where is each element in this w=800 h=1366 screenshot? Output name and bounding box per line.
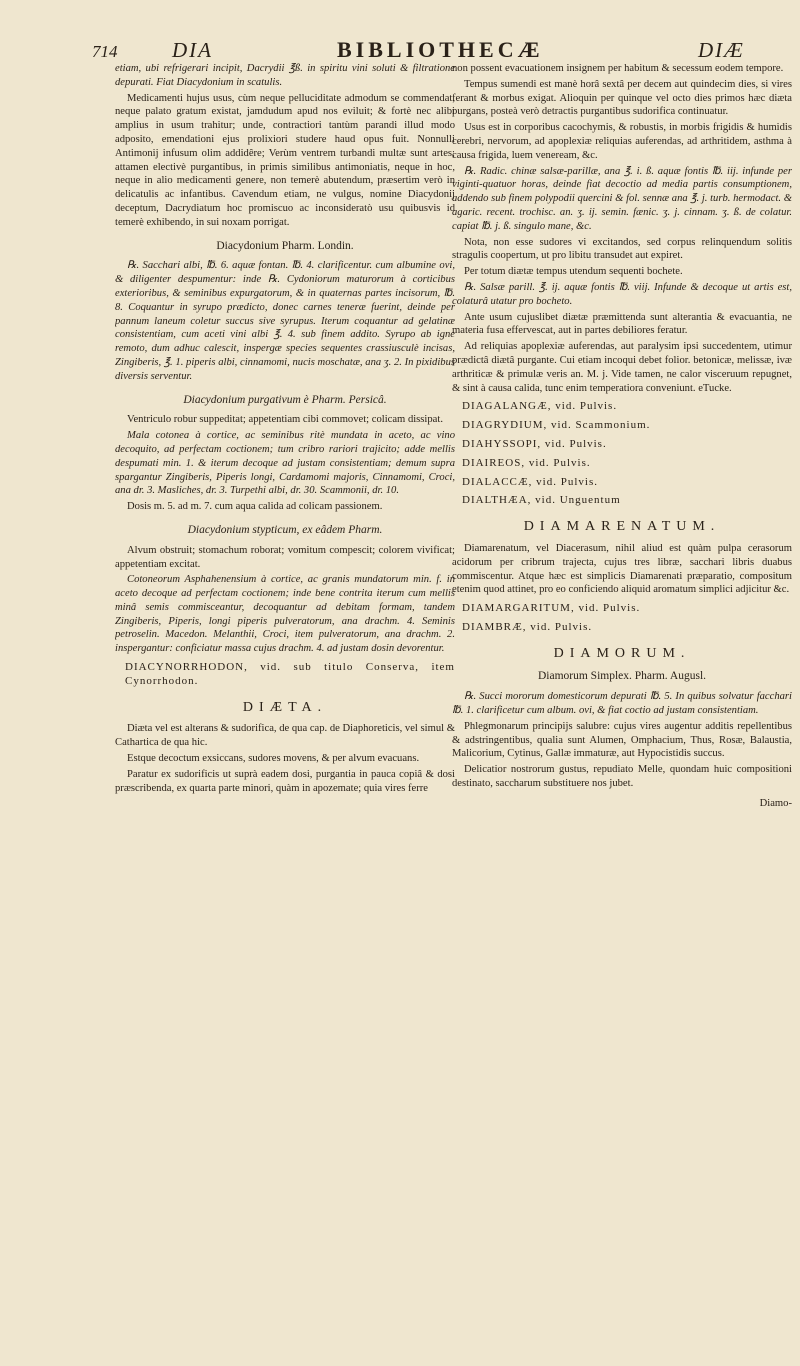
- paragraph: Per totum diætæ tempus utendum sequenti bochete.: [464, 266, 683, 278]
- cross-reference: DIAHYSSOPI, vid. Pulvis.: [462, 437, 607, 450]
- left-column: [115, 62, 455, 1352]
- page-header: [92, 34, 800, 64]
- paragraph: Tempus sumendi est manè horâ sextâ per decem aut quindecim dies, si vires ferant & morbus exigat. Alioquin per quinque vel octo dies primos hæc diæta purgans, posteà verò detractis purgantibus sudorifica continuatur.: [452, 78, 792, 118]
- paragraph: Diæta vel est alterans & sudorifica, de qua cap. de Diaphoreticis, vel simul & Cathartica de qua hic.: [115, 723, 455, 749]
- section-heading: Diamorum Simplex. Pharm. Augusl.: [537, 670, 707, 683]
- paragraph: Ante usum cujuslibet diætæ præmittenda sunt alterantia & evacuantia, ne materia fusa effervescat, aut in partes debiliores feratur.: [452, 311, 792, 337]
- paragraph: Phlegmonarum principijs salubre: cujus vires augentur additis repellentibus & adstringentibus, qualia sunt Alumen, Omphacium, Thus, Rosæ, Balaustia, Malicorium, Cytinus, Gallæ immaturæ, aut Hypocistidis succus.: [452, 720, 792, 760]
- paragraph: Usus est in corporibus cacochymis, & robustis, in morbis frigidis & humidis cerebri, nervorum, ad apoplexiæ reliquias auferendas, ad arthritidem, asthma à causa frigida, luem veneream, &c.: [452, 122, 792, 161]
- section-heading: Diacydonium stypticum, ex eâdem Pharm.: [187, 523, 383, 536]
- paragraph: Diamarenatum, vel Diacerasum, nihil aliud est quàm pulpa cerasorum acidorum per cribrum trajecta, cujus tres libræ, sacchari libris duabus commiscentur. Atque hæc est simplicis Diamarenati præparatio, compositum etenim quod attinet, pro eo conficiendo aliquid aromatum simplici adjicitur &c.: [452, 542, 792, 596]
- entry-heading: DIAMORUM.: [553, 645, 691, 661]
- right-running-head: DIÆ: [698, 38, 745, 62]
- paragraph: Dosis m. 5. ad m. 7. cum aqua calida ad colicam passionem.: [127, 501, 383, 513]
- recipe: Mala cotonea à cortice, ac seminibus ritè mundata in aceto, ac vino decoquito, ad perfectam coctionem; tum cribro rariori trajicito; adde mellis despumati min. 1. & iterum decoque ad justam consistentiam; demum supra spargantur Zingiberis, Piperis longi, Cardamomi majoris, Cinnamomi, Croci, ana dr. 3. Masliches, dr. 3. Turpethi albi, dr. 30. Scammonii, dr. 10.: [115, 430, 455, 497]
- recipe: ℞. Salsæ parill. ℥. ij. aquæ fontis ℔. viij. Infunde & decoque ut artis est, colaturâ utatur pro bocheto.: [452, 281, 792, 307]
- cross-reference: DIAGALANGÆ, vid. Pulvis.: [462, 400, 618, 413]
- cross-reference: DIAMBRÆ, vid. Pulvis.: [462, 620, 593, 633]
- paragraph: Estque decoctum exsiccans, sudores movens, & per alvum evacuans.: [127, 753, 420, 765]
- paragraph: Alvum obstruit; stomachum roborat; vomitum compescit; colorem vivificat; appetentiam excitat.: [115, 544, 455, 570]
- paragraph: Paratur ex sudorificis ut suprà eadem dosi, purgantia in pauca copiâ & dosi præscribenda, ex quarta parte minori, quàm in apozemate; quia vires ferre: [115, 768, 455, 794]
- section-heading: Diacydonium purgativum è Pharm. Persicâ.: [183, 393, 387, 406]
- cross-reference: DIAIREOS, vid. Pulvis.: [462, 456, 591, 469]
- recipe: ℞. Radic. chinæ salsæ-parillæ, ana ℥. i. ß. aquæ fontis ℔. iij. infunde per viginti-quatuor horas, deinde fiat decoctio ad media partis consumptionem, addendo sub finem polypodii quercini & fol. sennæ ana ℥. j. turb. hermodact. & agaric. recent. trochisc. an. ʒ. ij. semin. fænic. ʒ. j. cinnam. ʒ. ß. de colatur. capiat ℔. j. ß. singulo mane, &c.: [452, 165, 792, 232]
- cross-reference: DIALACCÆ, vid. Pulvis.: [462, 475, 598, 488]
- section-heading: Diacydonium Pharm. Londin.: [216, 239, 354, 252]
- paragraph: Ventriculo robur suppeditat; appetentiam cibi commovet; colicam dissipat.: [127, 414, 443, 426]
- recipe: ℞. Sacchari albi, ℔. 6. aquæ fontan. ℔. 4. clarificentur. cum albumine ovi, & diligenter despumentur: inde ℞. Cydoniorum maturorum à corticibus exterioribus, & seminibus expurgatorum, & in quaternas partes incisorum, ℔. 8. Coquantur in syrupo prædicto, donec carnes teneræ fuerint, deinde per pannum laneum coletur succus sive syrupus. Iterum coquantur ad gelatinæ consistentiam, cum aceti vini albi ℥. 4. sub finem addito. Syrupo ab igne remoto, dum adhuc calescit, inspergæ species sequentes crassiusculè incisas, Zingiberis, ℥. 1. piperis albi, cinnamomi, nucis moschatæ, ana ʒ. 2. In pixidibus diversis serventur.: [115, 260, 455, 382]
- paragraph: Medicamenti hujus usus, cùm neque pelluciditate admodum se commendat, neque palato gratum existat, jamdudum apud nos eviluit; & fortè nec alibi amplius in usum trahitur; unde, contractiori tantùm parandi illud modo adposito, emendationi ejus prolixiori studere haud opus fuit. Nonnulli Antimonij infusum olim addidêre; Verùm ventrem turbandi multæ sunt artes; attamen electivè purgantibus, in primis similibus antimoniatis, neque in hoc, neque in alio medicamenti genere, non temerè abutendum, præsertim verò in delicatulis ac infantibus. Cavendum etiam, ne vulgus, nomine Diacydonij deceptum, Dacrydiatum hoc promiscuo ac inconsideratò usu quibusvis id temerè exhibendo, in sui noxam porrigat.: [115, 92, 455, 228]
- cross-reference: DIAMARGARITUM, vid. Pulvis.: [462, 602, 641, 615]
- right-column: [452, 62, 792, 1352]
- running-title: BIBLIOTHECÆ: [337, 37, 544, 62]
- entry-heading: DIÆTA.: [242, 699, 328, 715]
- paragraph: Nota, non esse sudores vi excitandos, sed corpus relinquendum solitis stragulis coopertum, ut pro libitu transudet aut expiret.: [452, 236, 792, 262]
- recipe: Cotoneorum Asphahenensium à cortice, ac granis mundatorum min. f. in aceto decoque ad perfectam coctionem; inde bene contrita iterum cum mellis minâ semis commisceantur, decoquantur ad debitam formam, tandem Zingiberis, Piperis, longi piperis pulveratorum, ana drachm. 4. Seminis petroselin. Macedon. Melanthii, Croci, item pulveratorum, ana drachm. 2. inspergantur: conficiatur massa cujus drachm. 4. ad justam dosin devorentur.: [115, 574, 455, 655]
- paragraph: etiam, ubi refrigerari incipit, Dacrydii ℥ß. in spiritu vini soluti & filtratione depurati. Fiat Diacydonium in scatulis.: [115, 63, 455, 88]
- page-number: 714: [92, 42, 118, 61]
- paragraph: non possent evacuationem insignem per habitum & secessum eodem tempore.: [452, 63, 784, 74]
- catchword: Diamo-: [759, 797, 792, 809]
- paragraph: Ad reliquias apoplexiæ auferendas, aut paralysim ipsi succedentem, utimur prædictâ diætâ purgante. Cui etiam incoqui debet folior. betonicæ, melissæ, ivæ arthriticæ & primulæ veris an. M. j. Vide tamen, ne calor visceruum repugnet, & sint à causa calida, tunc enim temperatiora conveniunt. eTucke.: [452, 341, 792, 394]
- cross-reference: DIACYNORRHODON, vid. sub titulo Conserva, item Cynorrhodon.: [125, 661, 455, 687]
- entry-heading: DIAMARENATUM.: [523, 519, 721, 535]
- cross-reference: DIALTHÆA, vid. Unguentum: [462, 494, 621, 507]
- cross-reference: DIAGRYDIUM, vid. Scammonium.: [462, 419, 651, 432]
- paragraph: Delicatior nostrorum gustus, repudiato Melle, quondam huic compositioni destinato, saccharum substituere nos jubet.: [452, 764, 792, 790]
- recipe: ℞. Succi mororum domesticorum depurati ℔. 5. In quibus solvatur facchari ℔. 1. clarificetur cum album. ovi, & fiat coctio ad justam consistentiam.: [452, 691, 792, 717]
- left-running-head: DIA: [172, 38, 213, 62]
